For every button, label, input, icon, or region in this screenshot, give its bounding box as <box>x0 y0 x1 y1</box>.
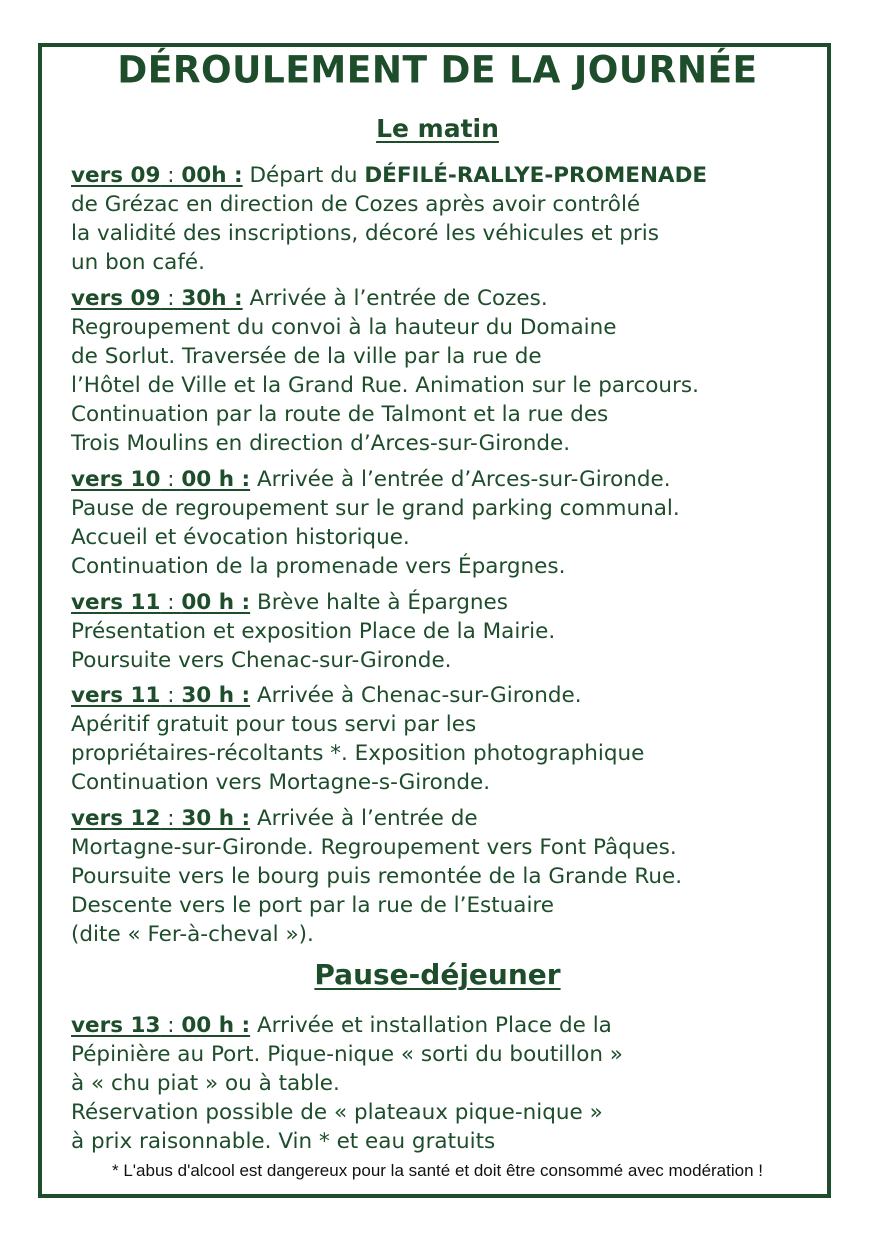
entry-text: Arrivée à l’entrée de Cozes. <box>249 286 548 311</box>
event-name: DÉFILÉ-RALLYE-PROMENADE <box>364 163 708 188</box>
entry-first-line <box>71 588 811 617</box>
entry-text: Continuation de la promenade vers Épargnes. <box>71 554 566 579</box>
entry-text: Présentation et exposition Place de la Mairie. <box>71 619 556 644</box>
page-title: DÉROULEMENT DE LA JOURNÉE <box>117 48 758 93</box>
entry-time: vers 10 : 00 h : <box>71 467 251 492</box>
section-heading-matin: Le matin <box>376 114 499 143</box>
entry-first-line <box>71 284 811 313</box>
schedule-entry <box>71 681 811 797</box>
entry-text: Trois Moulins en direction d’Arces-sur-Gironde. <box>71 431 571 456</box>
entry-text: Brève halte à Épargnes <box>256 590 508 615</box>
entry-time: vers 13 : 00 h : <box>71 1013 251 1038</box>
entry-text: Apéritif gratuit pour tous servi par les <box>71 712 477 737</box>
entry-text: l’Hôtel de Ville et la Grand Rue. Animation sur le parcours. <box>71 373 699 398</box>
entry-first-line <box>71 681 811 710</box>
entry-first-line <box>71 1011 811 1040</box>
entry-text: à « chu piat » ou à table. <box>71 1071 340 1096</box>
entry-text: Accueil et évocation historique. <box>71 525 410 550</box>
entry-text: Arrivée à Chenac-sur-Gironde. <box>256 683 582 708</box>
entry-text: de Sorlut. Traversée de la ville par la rue de <box>71 344 542 369</box>
entry-text: Poursuite vers le bourg puis remontée de la Grande Rue. <box>71 864 683 889</box>
entry-time: vers 11 : 30 h : <box>71 683 251 708</box>
entry-first-line <box>71 161 811 190</box>
entry-text: Arrivée et installation Place de la <box>256 1013 612 1038</box>
entry-text: Départ du <box>249 163 365 188</box>
entry-text: à prix raisonnable. Vin * et eau gratuits <box>71 1129 496 1154</box>
entry-text: (dite « Fer-à-cheval »). <box>71 922 314 947</box>
entry-time: vers 09 : 30h : <box>71 286 243 311</box>
entry-first-line <box>71 804 811 833</box>
entry-text: Mortagne-sur-Gironde. Regroupement vers Font Pâques. <box>71 835 677 860</box>
entry-text: Arrivée à l’entrée d’Arces-sur-Gironde. <box>256 467 671 492</box>
entry-text: Continuation par la route de Talmont et la rue des <box>71 402 609 427</box>
entry-text: Arrivée à l’entrée de <box>256 806 478 831</box>
schedule-entry <box>71 1011 811 1156</box>
entry-first-line <box>71 465 811 494</box>
schedule-entry <box>71 284 811 458</box>
entry-time: vers 12 : 30 h : <box>71 806 251 831</box>
entry-text: Réservation possible de « plateaux pique-nique » <box>71 1100 603 1125</box>
entry-time: vers 11 : 00 h : <box>71 590 251 615</box>
entry-text: Poursuite vers Chenac-sur-Gironde. <box>71 648 452 673</box>
entry-time: vers 09 : 00h : <box>71 163 243 188</box>
entry-text: Continuation vers Mortagne-s-Gironde. <box>71 770 491 795</box>
schedule-entry <box>71 804 811 949</box>
alcohol-warning-footnote: * L'abus d'alcool est dangereux pour la santé et doit être consommé avec modération ! <box>112 1161 763 1180</box>
entry-text: propriétaires-récoltants *. Exposition photographique <box>71 741 645 766</box>
entry-text: Regroupement du convoi à la hauteur du Domaine <box>71 315 617 340</box>
entry-text: un bon café. <box>71 250 205 275</box>
section-heading-pause-dejeuner: Pause-déjeuner <box>314 958 561 991</box>
entry-text: de Grézac en direction de Cozes après avoir contrôlé <box>71 192 641 217</box>
entry-text: Pépinière au Port. Pique-nique « sorti du boutillon » <box>71 1042 623 1067</box>
schedule-entry <box>71 588 811 675</box>
schedule-entry <box>71 465 811 581</box>
schedule-entry <box>71 161 811 277</box>
entry-text: la validité des inscriptions, décoré les véhicules et pris <box>71 221 659 246</box>
entry-text: Descente vers le port par la rue de l’Estuaire <box>71 893 555 918</box>
entry-text: Pause de regroupement sur le grand parking communal. <box>71 496 680 521</box>
